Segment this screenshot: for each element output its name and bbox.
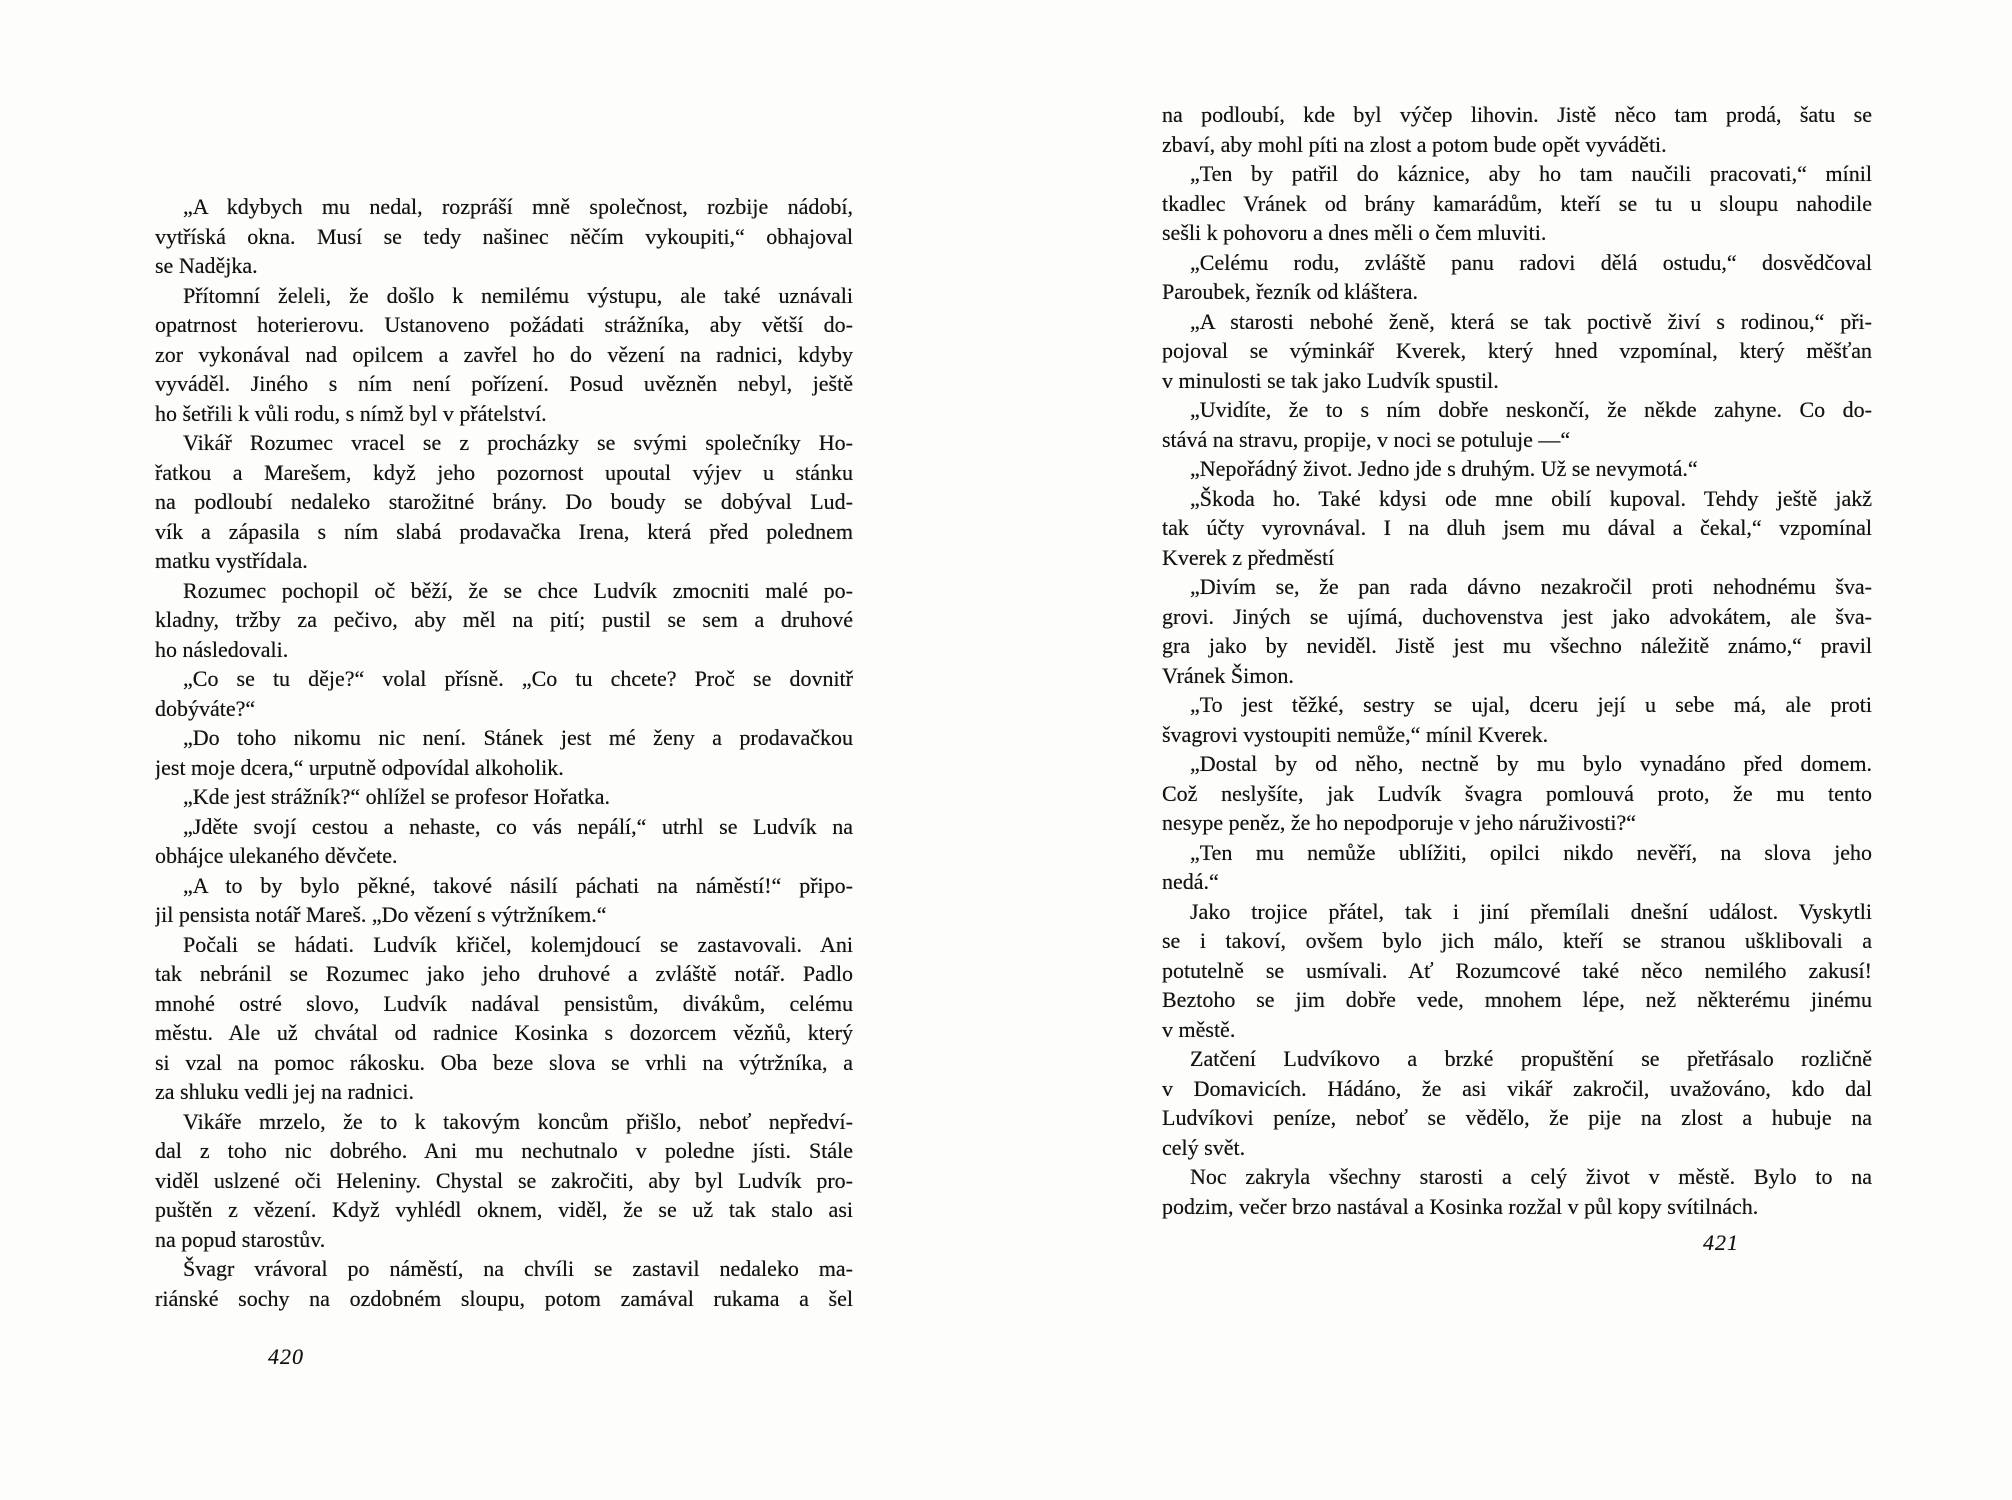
text-line: „To jest těžké, sestry se ujal, dceru její u sebe má, ale proti <box>1190 692 1872 717</box>
paragraph <box>1162 484 1872 573</box>
text-line: Ludvíkovi peníze, neboť se vědělo, že pije na zlost a hubuje na <box>1162 1105 1872 1130</box>
text-line: Jako trojice přátel, tak i jiní přemílali dnešní událost. Vyskytli <box>1190 898 1872 924</box>
paragraph <box>155 428 853 576</box>
text-line: sešli k pohovoru a dnes měli o čem mluviti. <box>1162 220 1547 245</box>
paragraph <box>155 782 853 812</box>
text-line: „Divím se, že pan rada dávno nezakročil proti nehodnému šva- <box>1190 574 1872 599</box>
text-line: jest moje dcera,“ urputně odpovídal alkoholik. <box>155 754 564 780</box>
text-line: tkadlec Vránek od brány kamarádům, kteří se tu u sloupu nahodile <box>1162 190 1872 216</box>
text-line: „Škoda ho. Také kdysi ode mne obilí kupoval. Tehdy ještě jakž <box>1190 485 1872 511</box>
text-line: riánské sochy na ozdobném sloupu, potom zamával rukama a šel <box>155 1285 853 1311</box>
text-line: švagrovi vystoupiti nemůže,“ mínil Kverek. <box>1162 721 1549 747</box>
paragraph <box>155 930 853 1107</box>
text-line: „A kdybych mu nedal, rozpráší mně společnost, rozbije nádobí, <box>183 194 853 219</box>
paragraph <box>1162 572 1872 690</box>
left-page-text-block <box>155 192 853 1313</box>
text-line: se Nadějka. <box>155 253 258 278</box>
text-line: městu. Ale už chvátal od radnice Kosinka s dozorcem vězňů, který <box>155 1020 853 1045</box>
paragraph <box>1162 690 1872 749</box>
right-page-number: 421 <box>1703 1230 1739 1255</box>
paragraph <box>155 281 853 429</box>
text-line: „Jděte svojí cestou a nehaste, co vás nepálí,“ utrhl se Ludvík na <box>183 813 853 839</box>
text-line: nesype peněz, že ho nepodporuje v jeho náruživosti?“ <box>1162 810 1637 835</box>
paragraph <box>1162 1044 1872 1162</box>
text-line: Počali se hádati. Ludvík křičel, kolemjdoucí se zastavovali. Ani <box>183 931 853 957</box>
text-line: Přítomní želeli, že došlo k nemilému výstupu, ale také uznávali <box>183 282 853 308</box>
text-line: „A starosti nebohé ženě, která se tak poctivě živí s rodinou,“ při- <box>1190 308 1872 334</box>
text-line: řatkou a Marešem, když jeho pozornost upoutal výjev u stánku <box>155 459 853 485</box>
paragraph <box>1162 248 1872 307</box>
text-line: „Ten by patřil do káznice, aby ho tam naučili pracovati,“ mínil <box>1190 161 1872 186</box>
text-line: viděl uslzené oči Heleniny. Chystal se zakročiti, aby byl Ludvík pro- <box>155 1167 853 1193</box>
text-line: „Kde jest strážník?“ ohlížel se profesor Hořatka. <box>183 784 610 809</box>
text-line: zor vykonával nad opilcem a zavřel ho do vězení na radnici, kdyby <box>155 341 853 367</box>
left-page-number: 420 <box>268 1344 304 1369</box>
text-line: Kverek z předměstí <box>1162 544 1335 570</box>
text-line: „Do toho nikomu nic není. Stánek jest mé ženy a prodavačkou <box>183 725 853 750</box>
paragraph <box>155 576 853 665</box>
text-line: na podloubí, kde byl výčep lihovin. Jistě něco tam prodá, šatu se <box>1162 102 1872 127</box>
text-line: Beztoho se jim dobře vede, mnohem lépe, než některému jinému <box>1162 987 1872 1012</box>
text-line: „Co se tu děje?“ volal přísně. „Co tu chcete? Proč se dovnitř <box>183 666 853 691</box>
paragraph <box>1162 838 1872 897</box>
paragraph <box>155 192 853 281</box>
paragraph <box>155 812 853 871</box>
text-line: „A to by bylo pěkné, takové násilí páchati na náměstí!“ připo- <box>183 872 853 898</box>
paragraph <box>155 1107 853 1255</box>
text-line: na podloubí nedaleko starožitné brány. Do boudy se dobýval Lud- <box>155 489 853 514</box>
text-line: v minulosti se tak jako Ludvík spustil. <box>1162 367 1499 393</box>
text-line: Švagr vrávoral po náměstí, na chvíli se zastavil nedaleko ma- <box>183 1256 853 1281</box>
text-line: dal z toho nic dobrého. Ani mu nechutnalo v poledne jísti. Stále <box>155 1138 853 1163</box>
text-line: za shluku vedli jej na radnici. <box>155 1079 415 1104</box>
text-line: Paroubek, řezník od kláštera. <box>1162 279 1418 304</box>
text-line: tak účty vyrovnával. I na dluh jsem mu dával a čekal,“ vzpomínal <box>1162 515 1872 540</box>
text-line: Vránek Šimon. <box>1162 662 1294 688</box>
paragraph <box>1162 749 1872 838</box>
paragraph <box>155 871 853 930</box>
text-line: obhájce ulekaného děvčete. <box>155 843 398 868</box>
text-line: v Domavicích. Hádáno, že asi vikář zakročil, uvažováno, kdo dal <box>1162 1075 1872 1101</box>
paragraph <box>155 723 853 782</box>
paragraph <box>1162 897 1872 1045</box>
text-line: dobýváte?“ <box>155 695 256 721</box>
text-line: mnohé ostré slovo, Ludvík nadával pensistům, divákům, celému <box>155 990 853 1016</box>
text-line: vík a zápasila s ním slabá prodavačka Irena, která před polednem <box>155 518 853 544</box>
text-line: vyváděl. Jiného s ním není pořízení. Posud uvězněn nebyl, ještě <box>155 371 853 396</box>
text-line: Zatčení Ludvíkovo a brzké propuštění se přetřásalo rozličně <box>1190 1046 1872 1071</box>
text-line: potutelně se usmívali. Ať Rozumcové také něco nemilého zakusí! <box>1162 957 1872 983</box>
paragraph <box>155 664 853 723</box>
text-line: stává na stravu, propije, v noci se potuluje —“ <box>1162 426 1571 452</box>
text-line: v městě. <box>1162 1016 1236 1042</box>
paragraph <box>1162 100 1872 159</box>
text-line: tak nebránil se Rozumec jako jeho druhové a zvláště notář. Padlo <box>155 961 853 986</box>
text-line: na popud starostův. <box>155 1226 326 1252</box>
text-line: „Uvidíte, že to s ním dobře neskončí, že někde zahyne. Co do- <box>1190 397 1872 422</box>
text-line: Což neslyšíte, jak Ludvík švagra pomlouvá proto, že mu tento <box>1162 780 1872 806</box>
paragraph <box>1162 159 1872 248</box>
text-line: vytříská okna. Musí se tedy našinec něčím vykoupiti,“ obhajoval <box>155 223 853 249</box>
text-line: podzim, večer brzo nastával a Kosinka rozžal v půl kopy svítilnách. <box>1162 1193 1759 1219</box>
text-line: Vikář Rozumec vracel se z procházky se svými společníky Ho- <box>183 430 853 455</box>
paragraph <box>1162 307 1872 396</box>
text-line: nedá.“ <box>1162 869 1219 894</box>
text-line: Noc zakryla všechny starosti a celý život v městě. Bylo to na <box>1190 1164 1872 1189</box>
right-page-text-block <box>1162 100 1872 1221</box>
text-line: si vzal na pomoc rákosku. Oba beze slova se vrhli na výtržníka, a <box>155 1049 853 1075</box>
paragraph <box>155 1254 853 1313</box>
text-line: „Nepořádný život. Jedno jde s druhým. Už se nevymotá.“ <box>1190 456 1698 481</box>
text-line: Vikáře mrzelo, že to k takovým koncům přišlo, neboť nepředví- <box>183 1108 853 1134</box>
text-line: jil pensista notář Mareš. „Do vězení s výtržníkem.“ <box>155 902 607 927</box>
text-line: ho následovali. <box>155 636 289 662</box>
text-line: celý svět. <box>1162 1134 1246 1160</box>
text-line: matku vystřídala. <box>155 548 308 573</box>
text-line: gra jako by neviděl. Jistě jest mu všechno náležitě známo,“ pravil <box>1162 633 1872 658</box>
text-line: opatrnost hoterierovu. Ustanoveno požádati strážníka, aby větší do- <box>155 312 853 337</box>
text-line: puštěn z vězení. Když vyhlédl oknem, viděl, že se už tak stalo asi <box>155 1197 853 1222</box>
text-line: grovi. Jiných se ujímá, duchovenstva jest jako advokátem, ale šva- <box>1162 603 1872 629</box>
text-line: se i takoví, ovšem bylo jich málo, kteří se stranou ušklibovali a <box>1162 928 1872 953</box>
text-line: „Celému rodu, zvláště panu radovi dělá ostudu,“ dosvědčoval <box>1190 249 1872 275</box>
paragraph <box>1162 395 1872 454</box>
text-line: kladny, tržby za pečivo, aby měl na pití; pustil se sem a druhové <box>155 607 853 632</box>
paragraph <box>1162 1162 1872 1221</box>
text-line: Rozumec pochopil oč běží, že se chce Ludvík zmocniti malé po- <box>183 577 853 603</box>
text-line: zbaví, aby mohl píti na zlost a potom bude opět vyváděti. <box>1162 131 1667 157</box>
paragraph <box>1162 454 1872 484</box>
text-line: „Dostal by od něho, nectně by mu bylo vynadáno před domem. <box>1190 751 1872 776</box>
text-line: pojoval se výminkář Kverek, který hned vzpomínal, který měšťan <box>1162 338 1872 363</box>
text-line: „Ten mu nemůže ublížiti, opilci nikdo nevěří, na slova jeho <box>1190 839 1872 865</box>
text-line: ho šetřili k vůli rodu, s nímž byl v přátelství. <box>155 400 547 426</box>
